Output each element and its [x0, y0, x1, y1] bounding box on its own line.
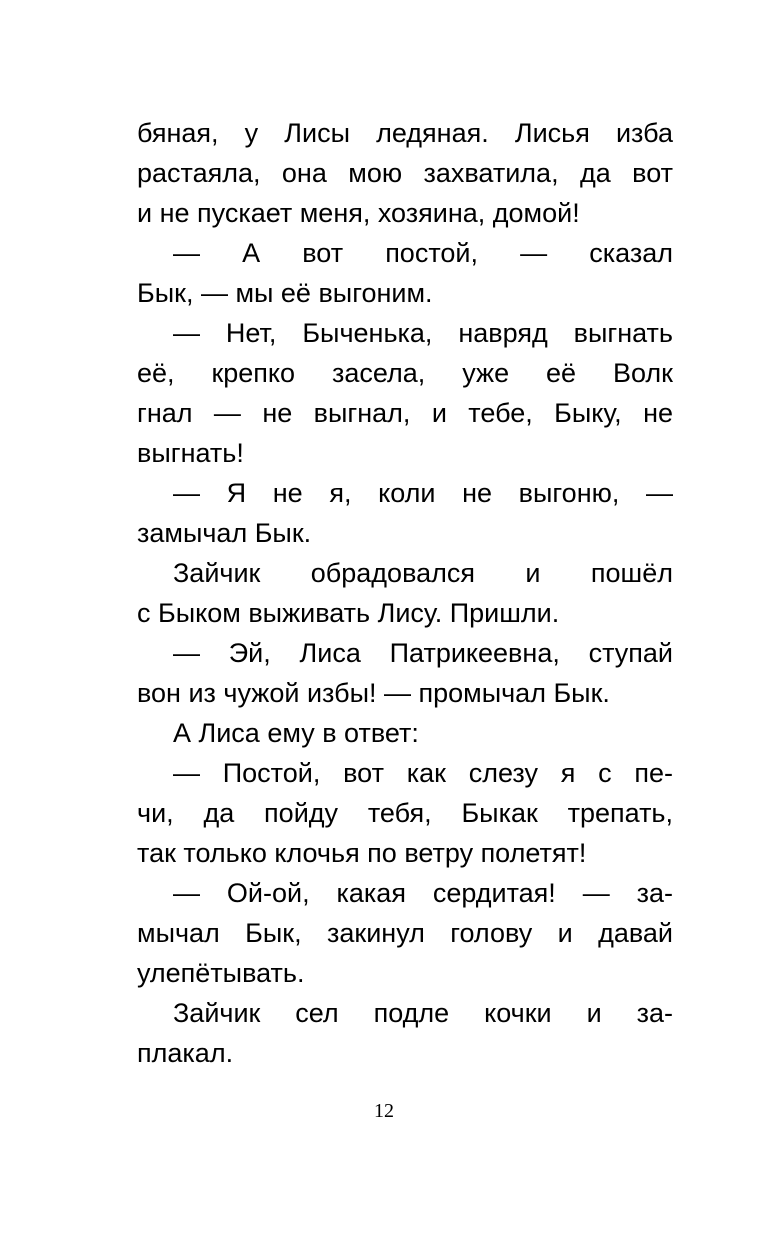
text-line: мычал Бык, закинул голову и давай: [137, 918, 673, 948]
text-line: выгнать!: [137, 438, 244, 468]
text-line: — Нет, Быченька, навряд выгнать: [173, 318, 673, 348]
text-line: — А вот постой, — сказал: [173, 238, 673, 268]
text-line: замычал Бык.: [137, 518, 312, 548]
page-text: [137, 113, 673, 1073]
text-line: гнал — не выгнал, и тебе, Быку, не: [137, 398, 673, 428]
text-line: Зайчик сел подле кочки и за-: [173, 998, 673, 1028]
text-line: так только клочья по ветру полетят!: [137, 838, 587, 868]
page-number: 12: [374, 1100, 394, 1122]
text-line: и не пускает меня, хозяина, домой!: [137, 198, 580, 228]
text-line: плакал.: [137, 1038, 234, 1068]
text-line: — Я не я, коли не выгоню, —: [173, 478, 673, 508]
text-line: вон из чужой избы! — промычал Бык.: [137, 678, 610, 708]
text-line: растаяла, она мою захватила, да вот: [137, 158, 673, 188]
text-line: бяная, у Лисы ледяная. Лисья изба: [137, 118, 673, 148]
text-line: Бык, — мы её выгоним.: [137, 278, 433, 308]
text-line: — Эй, Лиса Патрикеевна, ступай: [173, 638, 673, 668]
text-line: Зайчик обрадовался и пошёл: [173, 558, 673, 588]
text-line: с Быком выживать Лису. Пришли.: [137, 598, 560, 628]
text-line: чи, да пойду тебя, Быкак трепать,: [137, 798, 673, 828]
text-line: А Лиса ему в ответ:: [173, 718, 419, 748]
text-line: — Ой-ой, какая сердитая! — за-: [173, 878, 673, 908]
text-line: улепётывать.: [137, 958, 305, 988]
text-line: её, крепко засела, уже её Волк: [137, 358, 673, 388]
text-line: — Постой, вот как слезу я с пе-: [173, 758, 673, 788]
